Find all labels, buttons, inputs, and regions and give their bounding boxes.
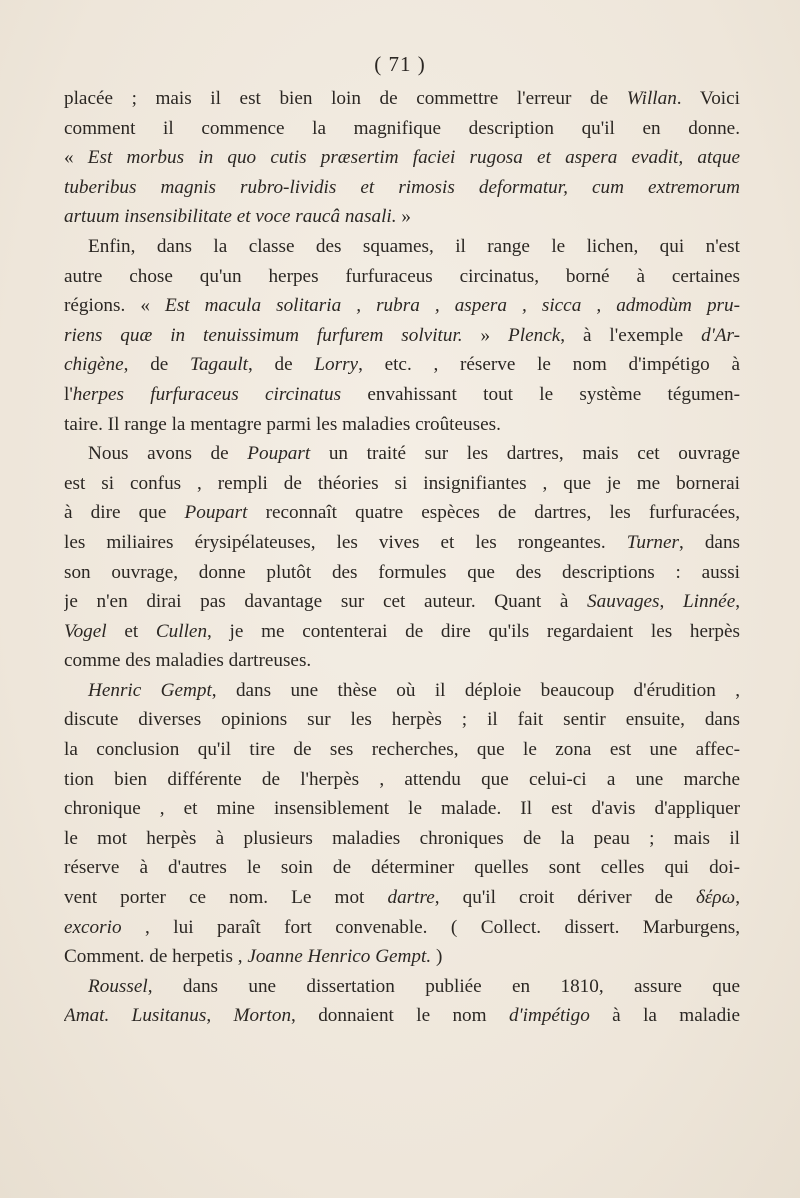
text-segment: , donnaient le nom: [291, 1005, 509, 1027]
text-segment: Comment. de herpetis ,: [64, 946, 248, 968]
text-line: [64, 143, 740, 173]
italic-segment: Vogel: [64, 620, 107, 642]
italic-segment: Amat. Lusitanus: [64, 1005, 207, 1027]
text-line: [64, 439, 740, 469]
text-segment: , lui paraît fort convenable. ( Collect. dissert. Marburgens,: [121, 916, 740, 938]
text-line: [64, 469, 740, 499]
italic-segment: excorio: [64, 916, 122, 938]
text-segment: discute diverses opinions sur les herpès ; il fait sentir ensuite, dans: [64, 709, 740, 731]
text-segment: , dans une dissertation publiée en 1810, assure que: [147, 975, 740, 997]
italic-segment: Joanne Henrico Gempt.: [247, 946, 432, 968]
text-line: [64, 824, 740, 854]
text-segment: le mot herpès à plusieurs maladies chroniques de la peau ; mais il: [64, 827, 740, 849]
text-segment: réserve à d'autres le soin de déterminer quelles sont celles qui doi-: [64, 857, 740, 879]
italic-segment: Turner: [626, 531, 679, 553]
text-line: [64, 114, 740, 144]
text-segment: , je me contenterai de dire qu'ils regardaient les herpès: [207, 620, 740, 642]
italic-segment: riens quæ in tenuissimum furfurem solvitur.: [64, 324, 463, 346]
text-line: [64, 232, 740, 262]
text-line: [64, 202, 740, 232]
italic-segment: Cullen: [155, 620, 208, 642]
text-segment: ): [431, 946, 443, 968]
text-segment: l': [64, 383, 73, 405]
text-segment: , dans une thèse où il déploie beaucoup d'érudition ,: [211, 679, 740, 701]
text-segment: , qu'il croit dériver de: [434, 887, 696, 909]
italic-segment: Tagault: [190, 354, 248, 376]
body-text: [64, 84, 740, 1031]
text-line: [64, 558, 740, 588]
text-line: [64, 380, 740, 410]
text-line: [64, 321, 740, 351]
text-segment: et: [106, 620, 156, 642]
text-line: [64, 1001, 740, 1031]
text-segment: je n'en dirai pas davantage sur cet auteur. Quant à: [64, 591, 588, 613]
italic-segment: δέρω: [695, 887, 736, 909]
text-segment: régions. «: [64, 295, 165, 317]
text-segment: chronique , et mine insensiblement le malade. Il est d'avis d'appliquer: [64, 798, 740, 820]
text-segment: envahissant tout le système tégumen-: [341, 383, 740, 405]
page-number: ( 71 ): [374, 52, 426, 76]
italic-segment: Sauvages: [587, 591, 660, 613]
italic-segment: d'impétigo: [508, 1005, 590, 1027]
text-line: [64, 676, 740, 706]
italic-segment: Poupart: [184, 502, 248, 524]
text-segment: , à l'exemple: [560, 324, 702, 346]
text-line: [64, 765, 740, 795]
text-segment: tion bien différente de l'herpès , attendu que celui-ci a une marche: [64, 768, 740, 790]
text-line: [64, 617, 740, 647]
italic-segment: chigène: [64, 354, 124, 376]
text-line: [64, 587, 740, 617]
text-line: [64, 735, 740, 765]
italic-segment: Est macula solitaria , rubra , aspera , sicca , admodùm pru-: [165, 295, 740, 317]
text-segment: , de: [123, 354, 191, 376]
text-segment: «: [64, 147, 88, 169]
italic-segment: d'Ar-: [701, 324, 740, 346]
text-line: [64, 705, 740, 735]
text-segment: . Voici: [676, 88, 740, 109]
text-line: [64, 350, 740, 380]
text-segment: son ouvrage, donne plutôt des formules que des descriptions : aussi: [64, 561, 740, 583]
text-segment: un traité sur les dartres, mais cet ouvrage: [310, 443, 740, 465]
text-segment: , de: [247, 354, 315, 376]
text-segment: Nous avons de: [88, 443, 248, 465]
text-line: [64, 291, 740, 321]
text-segment: la conclusion qu'il tire de ses recherches, que le zona est une affec-: [64, 739, 740, 761]
text-segment: ,: [206, 1005, 234, 1027]
text-line: [64, 646, 740, 676]
italic-segment: herpes furfuraceus circinatus: [72, 383, 342, 405]
text-line: [64, 410, 740, 440]
text-segment: taire. Il range la mentagre parmi les maladies croûteuses.: [64, 413, 501, 435]
italic-segment: dartre: [387, 887, 435, 909]
text-segment: à la maladie: [589, 1005, 740, 1027]
italic-segment: Linnée: [682, 591, 736, 613]
italic-segment: Henric Gempt: [88, 679, 212, 701]
italic-segment: tuberibus magnis rubro-lividis et rimosis deformatur, cum extremorum: [64, 176, 740, 198]
text-line: [64, 913, 740, 943]
text-segment: ,: [735, 887, 740, 909]
text-line: [64, 173, 740, 203]
italic-segment: Poupart: [247, 443, 311, 465]
text-segment: ,: [735, 591, 740, 613]
italic-segment: Willan: [626, 88, 677, 109]
text-line: [64, 853, 740, 883]
text-segment: »: [462, 324, 509, 346]
text-segment: placée ; mais il est bien loin de commettre l'erreur de: [64, 88, 627, 109]
italic-segment: Roussel: [88, 975, 148, 997]
text-segment: à dire que: [64, 502, 185, 524]
text-segment: comment il commence la magnifique description qu'il en donne.: [64, 117, 740, 139]
text-segment: , dans: [678, 531, 740, 553]
text-segment: Enfin, dans la classe des squames, il range le lichen, qui n'est: [88, 235, 740, 257]
text-line: [64, 528, 740, 558]
text-line: [64, 262, 740, 292]
text-segment: ,: [659, 591, 683, 613]
text-segment: »: [396, 206, 411, 228]
text-segment: vent porter ce nom. Le mot: [64, 887, 388, 909]
text-line: [64, 794, 740, 824]
text-segment: les miliaires érysipélateuses, les vives et les rongeantes.: [64, 531, 627, 553]
text-segment: comme des maladies dartreuses.: [64, 650, 312, 672]
italic-segment: Est morbus in quo cutis præsertim faciei rugosa et aspera evadit, atque: [87, 147, 740, 169]
text-line: [64, 883, 740, 913]
italic-segment: artuum insensibilitate et voce raucâ nasali.: [64, 206, 397, 228]
text-line: [64, 942, 740, 972]
text-line: [64, 84, 740, 114]
text-segment: reconnaît quatre espèces de dartres, les furfuracées,: [247, 502, 740, 524]
text-segment: , etc. , réserve le nom d'impétigo à: [358, 354, 740, 376]
text-segment: est si confus , rempli de théories si insignifiantes , que je me bornerai: [64, 472, 740, 494]
text-line: [64, 972, 740, 1002]
text-segment: autre chose qu'un herpes furfuraceus circinatus, borné à certaines: [64, 265, 740, 287]
italic-segment: Lorry: [314, 354, 359, 376]
text-line: [64, 498, 740, 528]
italic-segment: Morton: [233, 1005, 292, 1027]
italic-segment: Plenck: [508, 324, 561, 346]
